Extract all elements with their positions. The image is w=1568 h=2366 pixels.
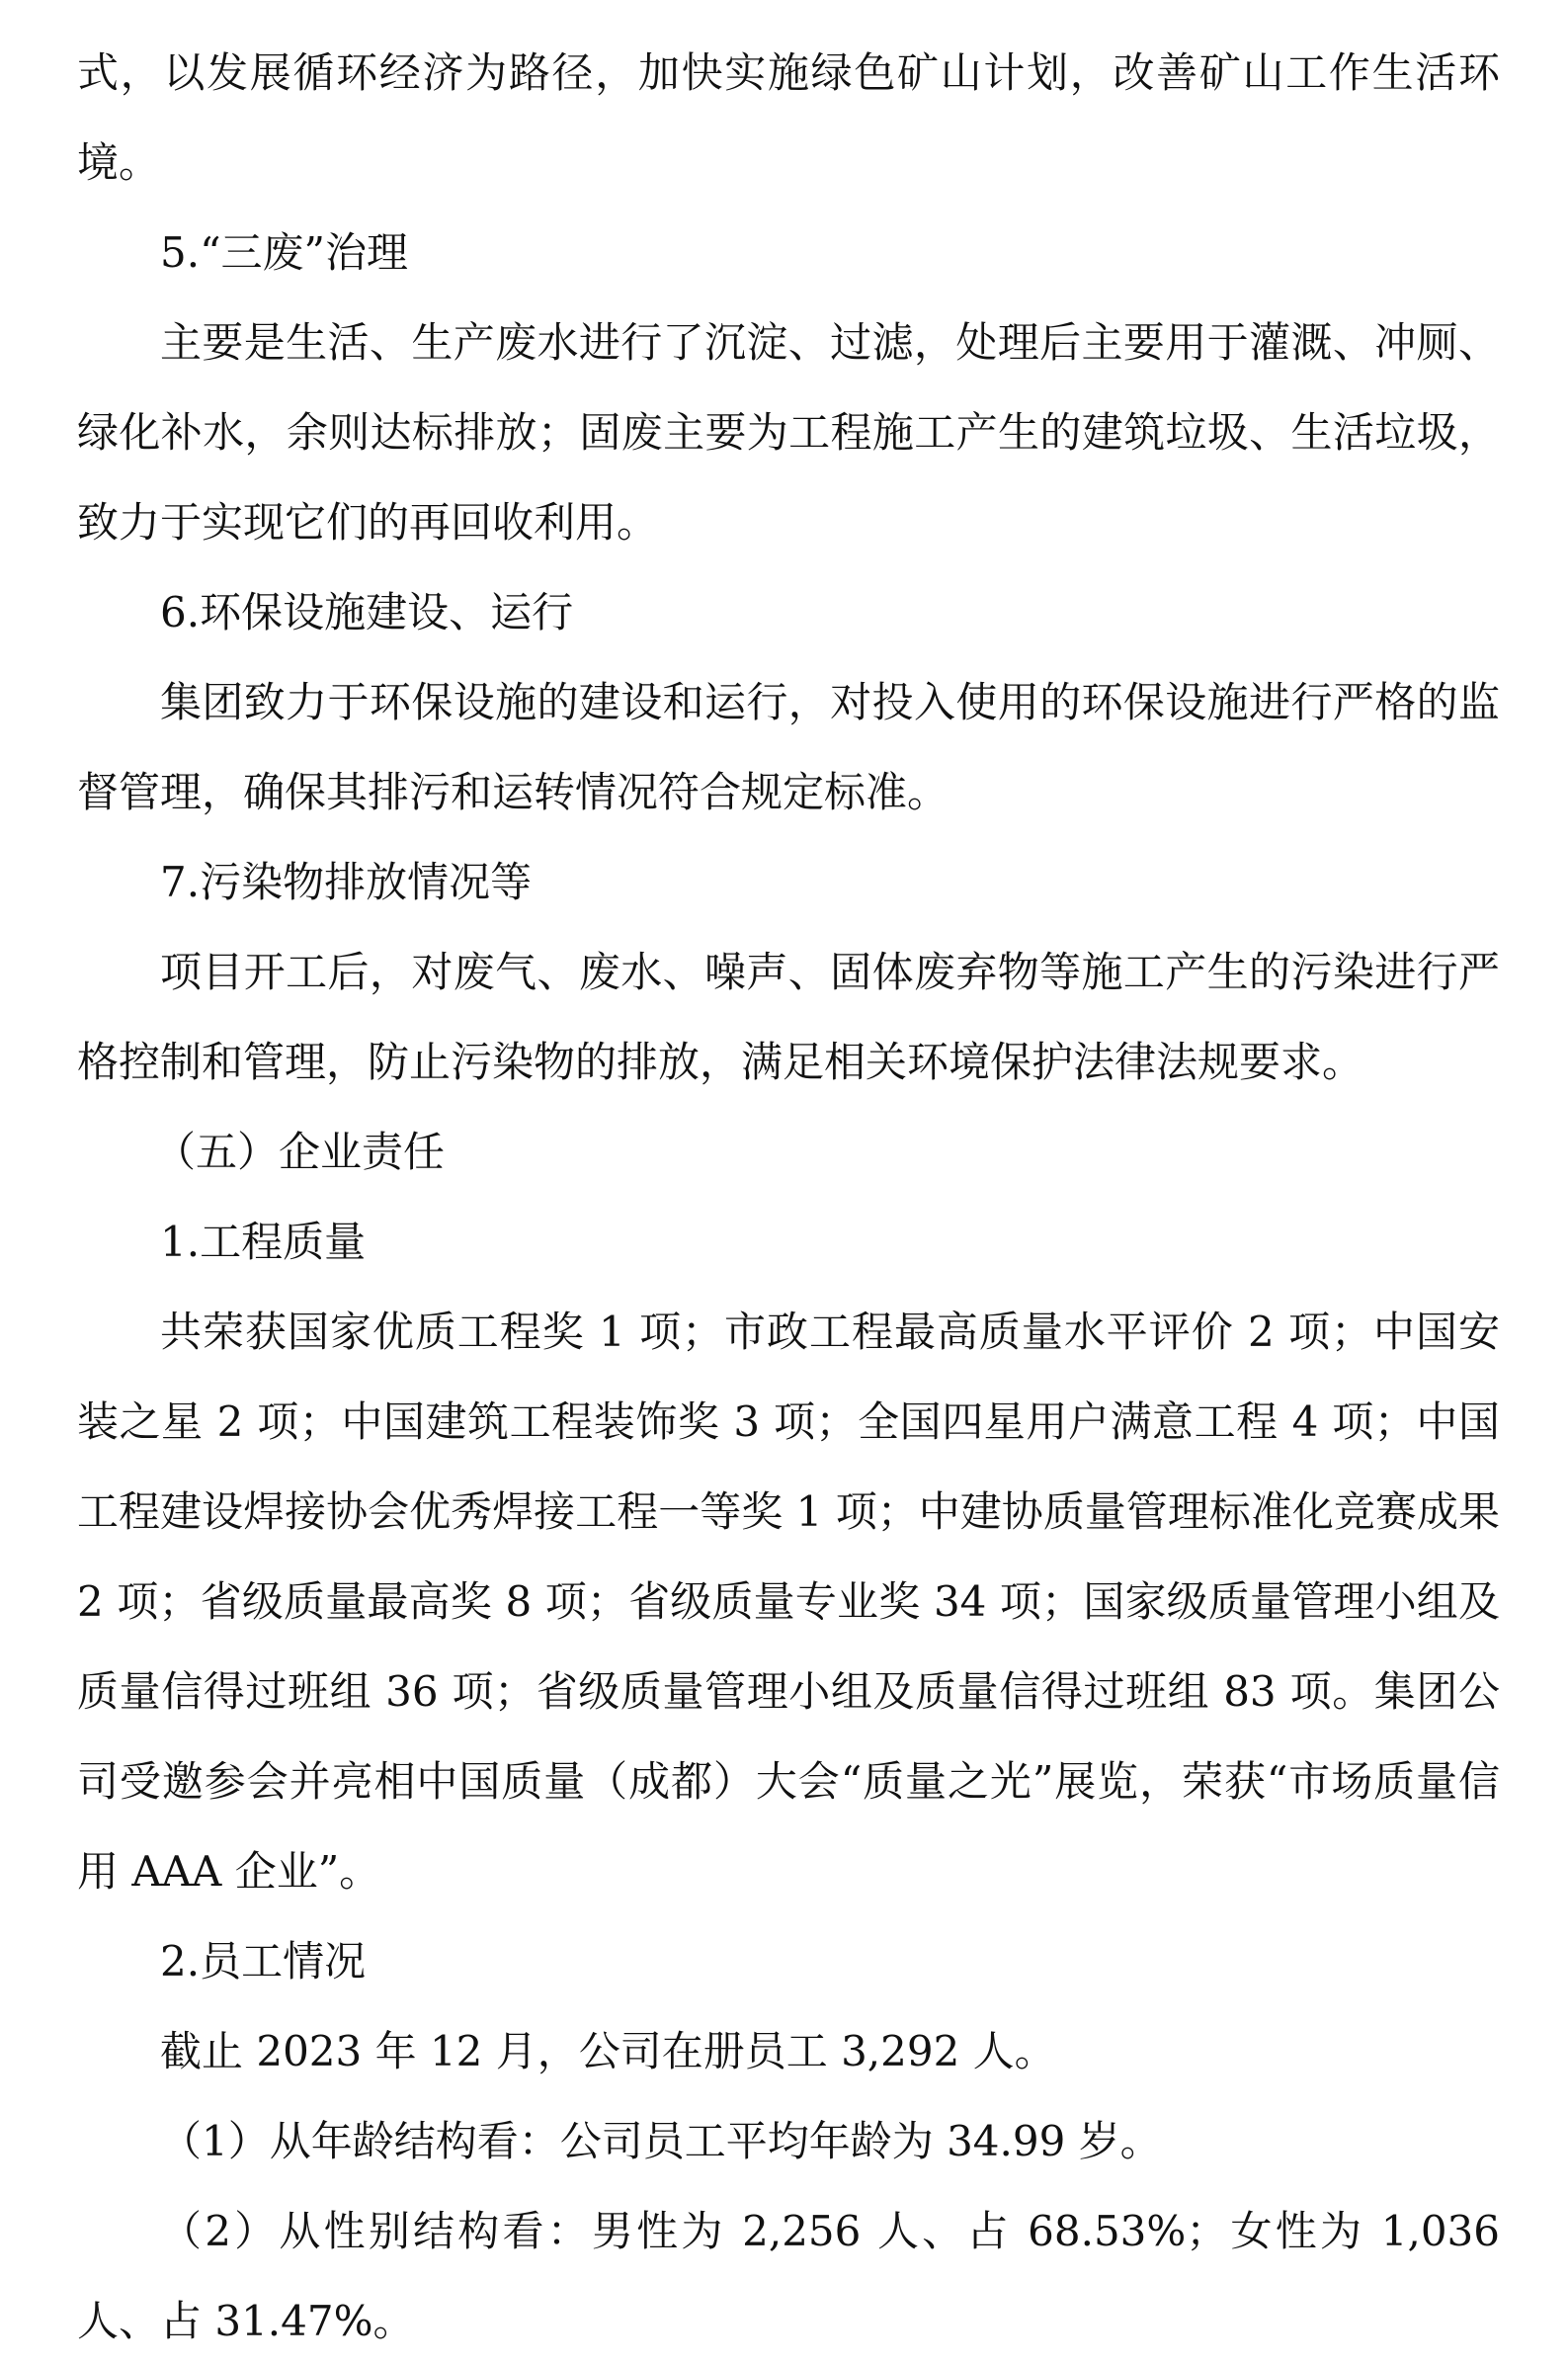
heading-three-wastes: 5.“三废”治理 [160,228,409,277]
heading-staff-situation: 2.员工情况 [160,1937,367,1986]
document-body [77,28,1500,2366]
heading-engineering-quality: 1.工程质量 [160,1218,367,1266]
paragraph-three-wastes: 主要是生活、生产废水进行了沉淀、过滤，处理后主要用于灌溉、冲厕、绿化补水，余则达标排放；固废主要为工程施工产生的建筑垃圾、生活垃圾，致力于实现它们的再回收利用。 [77,318,1500,547]
paragraph-engineering-quality: 共荣获国家优质工程奖 1 项；市政工程最高质量水平评价 2 项；中国安装之星 2 项；中国建筑工程装饰奖 3 项；全国四星用户满意工程 4 项；中国工程建设焊接协会优秀焊接工程一等奖 1 项；中建协质量管理标准化竞赛成果 2 项；省级质量最高奖 8 项；省级质量专业奖 34 项；国家级质量管理小组及质量信得过班组 36 项；省级质量管理小组及质量信得过班组 83 项。集团公司受邀参会并亮相中国质量（成都）大会“质量之光”展览，荣获“市场质量信用 AAA 企业”。 [77,1308,1500,1896]
paragraph-staff-gender: （2）从性别结构看：男性为 2,256 人、占 68.53%；女性为 1,036 人、占 31.47%。 [77,2207,1500,2345]
section-heading-corporate-responsibility: （五）企业责任 [154,1128,446,1176]
paragraph-staff-total: 截止 2023 年 12 月，公司在册员工 3,292 人。 [160,2027,1056,2075]
paragraph-continuation: 式，以发展循环经济为路径，加快实施绿色矿山计划，改善矿山工作生活环境。 [77,48,1500,187]
paragraph-pollutant-discharge: 项目开工后，对废气、废水、噪声、固体废弃物等施工产生的污染进行严格控制和管理，防止污染物的排放，满足相关环境保护法律法规要求。 [77,948,1500,1086]
paragraph-environmental-facilities: 集团致力于环保设施的建设和运行，对投入使用的环保设施进行严格的监督管理，确保其排污和运转情况符合规定标准。 [77,678,1500,816]
heading-pollutant-discharge: 7.污染物排放情况等 [160,858,533,906]
paragraph-staff-age: （1）从年龄结构看：公司员工平均年龄为 34.99 岁。 [160,2117,1162,2165]
heading-environmental-facilities: 6.环保设施建设、运行 [160,588,574,636]
